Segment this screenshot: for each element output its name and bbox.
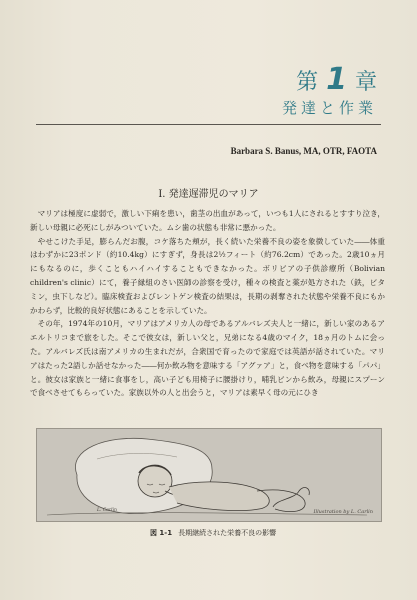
caption-text: 長期継続された栄養不良の影響 [178,529,277,537]
paragraph-1: マリアは極度に虚弱で，激しい下痢を患い，歯茎の出血があって，いつも1人にされるとすすり泣き，新しい母親に必死にしがみついていた。ムシ歯の状態も非常に悪かった。 [30,209,385,232]
title-divider [36,124,381,125]
caption-label: 図 1-1 [150,529,173,537]
body-text [30,207,385,400]
paragraph-3: その年，1974年の10月，マリアはアメリカ人の母であるアルバレズ夫人と一緒に，新しい家のあるアエルトリコまで旅をした。そこで彼女は，新しい父と，兄弟になる4歳のマイク，18ヵ月のトムに会った。アルバレズ氏は南アメリカの生まれだが，合衆国で育ったので家庭では英語が話されていた。マリアはたった2語しか話せなかった――何か飲み物を意味する「アグァア」と，食べ物を意味する「パパ」と。彼女は家族と一緒に食事をし，高い子ども用椅子に腰掛けり，哺乳ビンから飲み，母親にスプーンで食べさせてもらっていた。家族以外の人と出会うと，マリアは素早く母の元にひき [30,319,385,398]
figure-caption [150,528,276,538]
figure-illustration [36,428,382,522]
artist-signature: L. Carlin [97,508,117,513]
section-heading: I. 発達遅滞児のマリア [158,189,259,200]
paragraph-2: やせこけた手足，膨らんだお腹，コケ落ちた頬が，長く続いた栄養不良の姿を象徴していた――体重はわずかに23ポンド（約10.4kg）にすぎず，身長は2½フィート（約76.2cm）であった。2歳10ヵ月にもなるのに，歩くこともハイハイすることもできなかった。ボリビアの子供診療所（Bolivian children's clinic）にて，養子縁組のさい医師の診察を受け，種々の検査と薬が処方された（鉄，ビタミン，虫下しなど）。臨床検査およびレントゲン検査の結果は，長期の剥奪された状態や栄養不良にもかかわらず，比較的良好状態にあることを示していた。 [30,236,385,315]
illustration-credit: Illustration by L. Carlin [313,509,373,515]
chapter-heading [296,62,379,97]
author-line: Barbara S. Banus, MA, OTR, FAOTA [230,146,377,156]
chapter-title: 発達と作業 [281,99,377,117]
child-sketch [37,429,381,521]
chapter-prefix: 第 [296,70,321,95]
chapter-number: 1 [326,62,349,97]
chapter-suffix: 章 [354,70,379,95]
